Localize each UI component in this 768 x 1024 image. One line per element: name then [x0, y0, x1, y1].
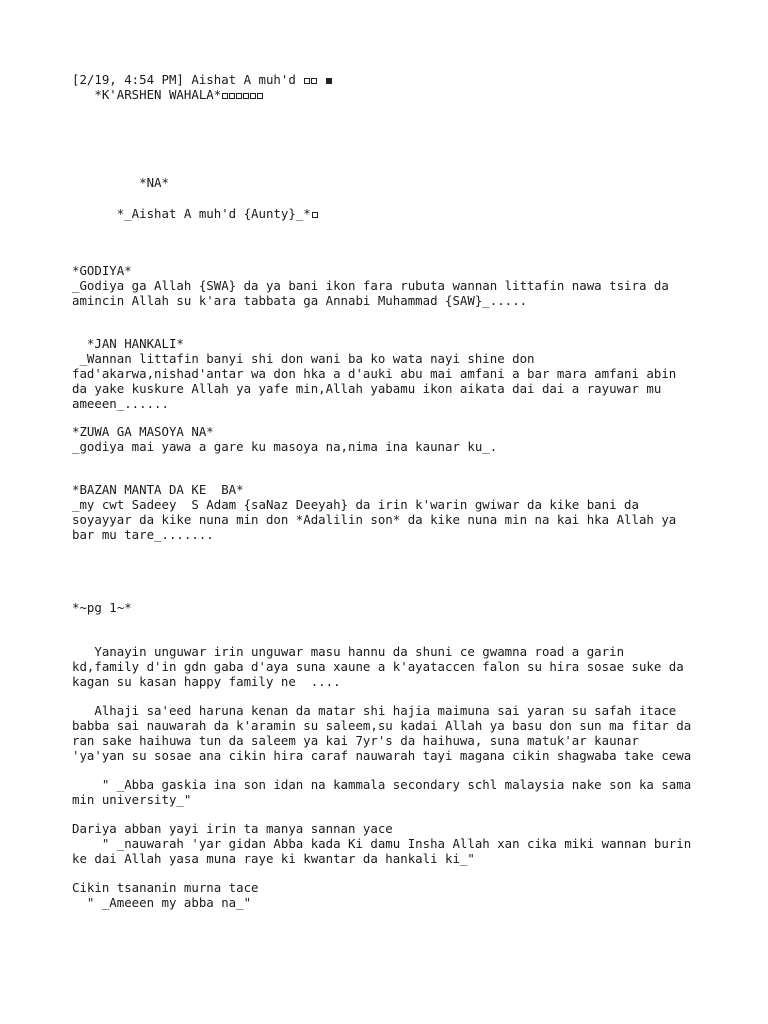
author-text: *_Aishat A muh'd {Aunty}_*: [72, 206, 311, 221]
story-line: Yanayin unguwar irin unguwar masu hannu da shuni ce gwamna road a garin: [72, 644, 625, 659]
jan-hankali-line: ameeen_......: [72, 396, 169, 411]
story-line: kagan su kasan happy family ne ....: [72, 674, 341, 689]
emoji-placeholder-icon: [304, 78, 310, 84]
jan-hankali-line: fad'akarwa,nishad'antar wa don hka a d'auki abu mai amfani a bar mara amfani abin: [72, 366, 677, 381]
bazan-line: bar mu tare_.......: [72, 527, 214, 542]
emoji-placeholder-icon: [229, 93, 235, 99]
message-header: [72, 72, 712, 87]
bazan-title: *BAZAN MANTA DA KE BA*: [72, 482, 244, 497]
dialogue-line: min university_": [72, 792, 192, 807]
story-line: Alhaji sa'eed haruna kenan da matar shi hajia maimuna sai yaran su safah itace: [72, 703, 677, 718]
header-line-1: [2/19, 4:54 PM] Aishat A muh'd: [72, 72, 304, 87]
dialogue-line: " _nauwarah 'yar gidan Abba kada Ki damu Insha Allah xan cika miki wannan burin: [72, 836, 692, 851]
author-line: [72, 206, 712, 221]
emoji-placeholder-icon: [222, 93, 228, 99]
jan-hankali-title: *JAN HANKALI*: [72, 336, 184, 351]
dialogue-line: " _Abba gaskia ina son idan na kammala secondary schl malaysia nake son ka sama: [72, 777, 692, 792]
emoji-placeholder-icon: [243, 93, 249, 99]
story-line: kd,family d'in gdn gaba d'aya suna xaune a k'ayataccen falon su hira sosae suke da: [72, 659, 684, 674]
page-marker: *~pg 1~*: [72, 600, 132, 615]
emoji-placeholder-icon: [311, 78, 317, 84]
story-line: Cikin tsananin murna tace: [72, 880, 259, 895]
jan-hankali-line: _Wannan littafin banyi shi don wani ba ko wata nayi shine don: [72, 351, 535, 366]
dialogue-line: ke dai Allah yasa muna raye ki kwantar da hankali ki_": [72, 851, 475, 866]
na-heading: *NA*: [72, 175, 169, 190]
jan-hankali-line: da yake kuskure Allah ya yafe min,Allah yabamu ikon aikata dai dai a rayuwar mu: [72, 381, 662, 396]
bazan-line: soyayyar da kike nuna min don *Adalilin son* da kike nuna min na kai hka Allah ya: [72, 512, 677, 527]
story-line: Dariya abban yayi irin ta manya sannan yace: [72, 821, 393, 836]
story-line: 'ya'yan su sosae ana cikin hira caraf nauwarah tayi magana cikin shagwaba take cewa: [72, 748, 692, 763]
emoji-placeholder-icon: [250, 93, 256, 99]
emoji-placeholder-icon: [326, 78, 332, 84]
emoji-placeholder-icon: [257, 93, 263, 99]
zuwa-title: *ZUWA GA MASOYA NA*: [72, 424, 214, 439]
godiya-title: *GODIYA*: [72, 263, 132, 278]
godiya-line: _Godiya ga Allah {SWA} da ya bani ikon fara rubuta wannan littafin nawa tsira da: [72, 278, 669, 293]
book-title-text: *K'ARSHEN WAHALA*: [72, 87, 222, 102]
zuwa-line: _godiya mai yawa a gare ku masoya na,nima ina kaunar ku_.: [72, 439, 498, 454]
dialogue-line: " _Ameeen my abba na_": [72, 895, 252, 910]
bazan-line: _my cwt Sadeey S Adam {saNaz Deeyah} da irin k'warin gwiwar da kike bani da: [72, 497, 639, 512]
emoji-placeholder-icon: [236, 93, 242, 99]
book-title: [72, 87, 712, 102]
story-line: ran sake haihuwa tun da saleem ya kai 7yr's da haihuwa, suna matuk'ar kaunar: [72, 733, 639, 748]
godiya-line: amincin Allah su k'ara tabbata ga Annabi Muhammad {SAW}_.....: [72, 293, 528, 308]
emoji-placeholder-icon: [312, 212, 318, 218]
story-line: babba sai nauwarah da k'aramin su saleem,su kadai Allah ya basu don sun ma fitar da: [72, 718, 692, 733]
